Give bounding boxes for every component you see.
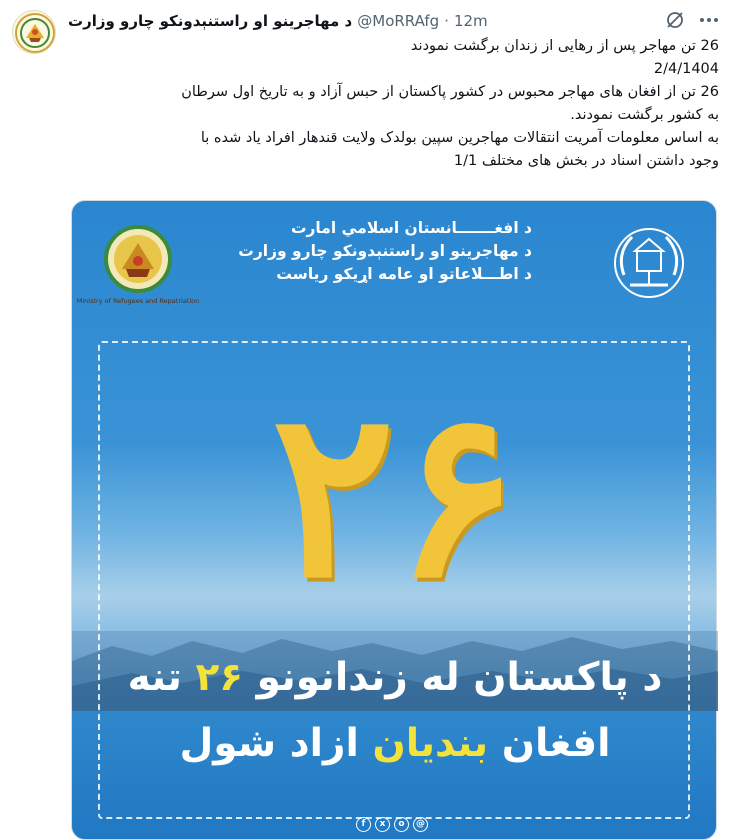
social-icons (356, 817, 428, 835)
headline-highlight: بنديان (372, 721, 489, 766)
tweet-text-line: 26 تن از افغان های مهاجر محبوس در کشور پاکستان از حبس آزاد و به تاریخ اول سرطان (181, 84, 719, 100)
gov-line: د اطـــلاعاتو او عامه اړيكو رياست (276, 265, 532, 283)
headline-text: ازاد شول (179, 721, 373, 766)
big-number: ۲۶ (271, 359, 519, 629)
emirate-emblem-icon (610, 223, 688, 303)
tweet-media-image[interactable] (71, 200, 717, 840)
tweet-header (68, 10, 668, 32)
threads-icon: @ (413, 817, 428, 832)
ministry-logo-icon (13, 11, 57, 55)
display-name[interactable]: د مهاجرینو او راستنېدونکو چارو وزارت (68, 12, 353, 30)
gov-line: د افغـــــــانستان اسلامي امارت (290, 219, 532, 237)
headline-text: تنه (127, 655, 196, 700)
tweet-text (68, 35, 719, 173)
user-handle[interactable]: @MoRRAfg (357, 12, 440, 30)
separator-dot: · (444, 12, 449, 30)
headline-highlight: ۲۶ (195, 655, 244, 700)
headline-line-2 (72, 719, 718, 769)
grok-icon[interactable] (664, 9, 686, 31)
headline-text: د پاکستان له زندانونو (243, 655, 663, 700)
more-icon[interactable] (696, 9, 722, 31)
gov-title-block (232, 217, 532, 286)
tweet-text-line: به کشور برگشت نمودند. (570, 107, 719, 123)
headline-text: افغان (488, 721, 611, 766)
x-icon: x (375, 817, 390, 832)
ministry-logo (76, 223, 200, 309)
logo-caption: Ministry of Refugees and Repatriation (76, 297, 200, 305)
tweet-text-line: به اساس معلومات آمریت انتقالات مهاجرین سپین بولدک ولایت قندهار افراد یاد شده با (200, 130, 719, 146)
tweet-text-line: 26 تن مهاجر پس از رهایی از زندان برگشت نمودند (410, 38, 719, 54)
timestamp[interactable]: 12m (453, 12, 488, 30)
tweet-text-line: 2/4/1404 (653, 61, 719, 77)
instagram-icon: o (394, 817, 409, 832)
gov-line: د مهاجرينو او راستنېدونكو چارو وزارت (238, 242, 532, 260)
headline-line-1 (72, 653, 718, 703)
avatar[interactable] (12, 10, 56, 54)
tweet-text-line: وجود داشتن اسناد در بخش های مختلف 1/1 (453, 153, 719, 169)
facebook-icon: f (356, 817, 371, 832)
